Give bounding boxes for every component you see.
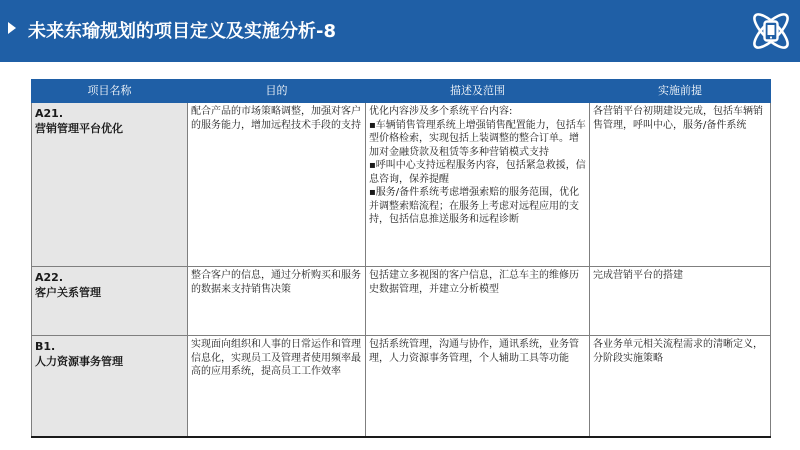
scope-line: 包括建立多视图的客户信息，汇总车主的维修历史数据管理，并建立分析模型 — [369, 270, 579, 295]
slide-header — [0, 0, 800, 62]
purpose-cell: 配合产品的市场策略调整，加强对客户的服务能力，增加远程技术手段的支持 — [188, 103, 366, 267]
project-code: A22. — [35, 271, 63, 284]
scope-line: 包括系统管理，沟通与协作，通讯系统，业务管理，人力资源事务管理，个人辅助工具等功能 — [369, 339, 579, 364]
table-row — [32, 103, 771, 267]
column-header-scope: 描述及范围 — [366, 80, 590, 103]
prerequisite-cell: 各营销平台初期建设完成，包括车辆销售管理，呼叫中心，服务/备件系统 — [590, 103, 771, 267]
column-header-purpose: 目的 — [188, 80, 366, 103]
project-name-cell — [32, 103, 188, 267]
scope-line: ▪呼叫中心支持远程服务内容，包括紧急救援，信息咨询，保养提醒 — [369, 160, 586, 185]
prerequisite-cell: 各业务单元相关流程需求的清晰定义，分阶段实施策略 — [590, 336, 771, 438]
scope-cell — [366, 267, 590, 336]
scope-cell — [366, 103, 590, 267]
project-definition-table — [31, 79, 771, 438]
atom-phone-icon — [746, 6, 796, 56]
scope-cell — [366, 336, 590, 438]
purpose-cell: 实现面向组织和人事的日常运作和管理信息化，实现员工及管理者使用频率最高的应用系统，提高员工工作效率 — [188, 336, 366, 438]
column-header-prerequisite: 实施前提 — [590, 80, 771, 103]
prerequisite-cell: 完成营销平台的搭建 — [590, 267, 771, 336]
purpose-cell: 整合客户的信息，通过分析购买和服务的数据来支持销售决策 — [188, 267, 366, 336]
project-code: A21. — [35, 107, 63, 120]
page-title: 未来东瑜规划的项目定义及实施分析-8 — [28, 21, 336, 42]
column-header-project-name: 项目名称 — [32, 80, 188, 103]
table-row — [32, 267, 771, 336]
scope-line: ▪服务/备件系统考虑增强索赔的服务范围，优化并调整索赔流程；在服务上考虑对远程应用的支持，包括信息推送服务和远程诊断 — [369, 187, 580, 225]
project-title: 营销管理平台优化 — [35, 122, 123, 135]
scope-line: 优化内容涉及多个系统平台内容: — [369, 106, 513, 117]
project-title: 客户关系管理 — [35, 286, 101, 299]
table-header-row — [32, 80, 771, 103]
project-name-cell — [32, 336, 188, 438]
scope-line: ▪车辆销售管理系统上增强销售配置能力，包括车型价格检索，实现包括上装调整的整合订单。增加对金融贷款及租赁等多种营销模式支持 — [369, 119, 586, 158]
project-name-cell — [32, 267, 188, 336]
project-title: 人力资源事务管理 — [35, 355, 123, 368]
table-row — [32, 336, 771, 438]
chevron-right-icon — [8, 22, 16, 34]
project-code: B1. — [35, 340, 56, 353]
